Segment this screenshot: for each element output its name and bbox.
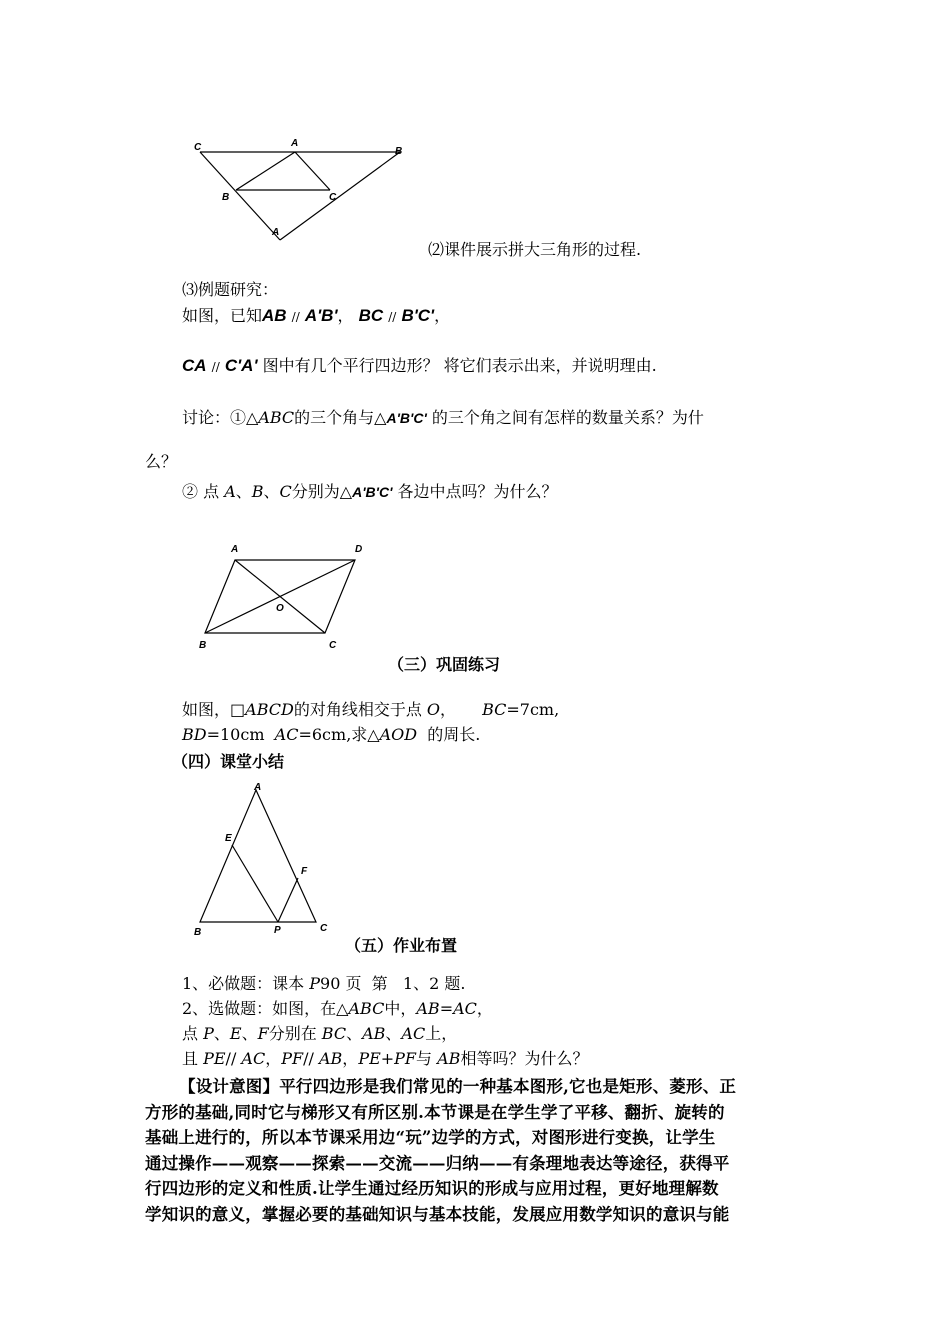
fig2-label-o: O [276, 603, 284, 614]
figure-parallelogram-abcd [195, 538, 380, 653]
hw3-ab: AB [362, 1024, 386, 1043]
parallel-symbol: // [291, 310, 300, 324]
discuss1-mid: 的三个角与△ [294, 408, 387, 427]
hw1-p: P [309, 974, 321, 993]
hw3-f: F [257, 1024, 269, 1043]
hw3-s1: 、 [213, 1024, 230, 1043]
hw2-eq: = [439, 999, 454, 1018]
given-line-2 [182, 356, 657, 377]
hw3-a: 点 [182, 1024, 204, 1043]
hw4-s1: ， [265, 1049, 282, 1068]
given-ab: AB [262, 306, 287, 325]
design-intent-paragraph [145, 1074, 825, 1227]
hw4-s2: ， [342, 1049, 359, 1068]
design-line-4: 通过操作——观察——探索——交流——归纳——有条理地表达等途径，获得平 [145, 1153, 730, 1173]
fig2-label-b: B [199, 640, 207, 651]
hw3-c: 上， [425, 1024, 458, 1043]
hw4-ab2: AB [437, 1049, 461, 1068]
hw4-par1: // [225, 1049, 242, 1068]
hw3-s2: 、 [241, 1024, 258, 1043]
fig1-label-b-prime: B [395, 146, 403, 157]
discuss2-c: C [279, 482, 292, 501]
design-line-3: 基础上进行的，所以本节课采用边“玩”边学的方式，对图形进行变换，让学生 [145, 1128, 716, 1147]
hw4-ab: AB [318, 1049, 343, 1068]
hw3-bc: BC [321, 1024, 347, 1043]
ex-aod: AOD [379, 725, 418, 744]
ex-ac: AC [274, 725, 299, 744]
ex-o: O [426, 700, 441, 719]
discuss2-a: A [224, 482, 236, 501]
parallel-symbol-2: // [388, 310, 397, 324]
discuss1-pre: 讨论：①△ [182, 408, 259, 427]
fig2-label-a: A [231, 544, 239, 555]
fig1-label-c: C [329, 192, 337, 203]
fig1-label-b: B [222, 192, 230, 203]
hw3-b: 分别在 [268, 1024, 322, 1043]
hw4-b: 与 [416, 1049, 438, 1068]
ex-l1d: 的对角线相交于点 [293, 700, 427, 719]
ex-perimeter: 的周长. [417, 725, 481, 744]
step3-title: ⑶例题研究： [182, 280, 279, 299]
given-ab-prime: A'B' [304, 306, 338, 325]
discuss1-abc-prime: A'B'C' [386, 410, 427, 426]
homework-line-2 [182, 999, 493, 1019]
fig2-label-d: D [355, 544, 363, 555]
ex-l1f: ， [440, 700, 457, 719]
fig3-label-c: C [320, 923, 328, 934]
discuss-line-2 [182, 482, 558, 502]
hw3-p: P [203, 1024, 214, 1043]
ex-bd-value: =10cm [206, 725, 275, 744]
given-bc-prime: B'C' [401, 306, 435, 325]
discuss2-b: B [251, 482, 264, 501]
hw4-par2: // [303, 1049, 319, 1068]
design-line-6: 学知识的意义，掌握必要的基础知识与基本技能，发展应用数学知识的意识与能 [145, 1204, 730, 1224]
given-line-1 [182, 306, 450, 327]
step2-text: ⑵课件展示拼大三角形的过程. [428, 240, 642, 259]
discuss2-post: 各边中点吗？为什么？ [397, 482, 558, 501]
ex-bc: BC [482, 700, 507, 719]
section-4-heading: （四）课堂小结 [172, 752, 285, 771]
ex-l1b: □ [230, 700, 246, 719]
discuss-line-1-cont: 么？ [145, 452, 178, 471]
design-line-1: 【设计意图】平行四边形是我们常见的一种基本图形,它也是矩形、菱形、正 [179, 1077, 737, 1096]
hw2-abc: ABC [348, 999, 385, 1018]
hw2-b: 中， [384, 999, 417, 1018]
ex-ac-value: =6cm,求△ [298, 725, 380, 744]
discuss1-abc: ABC [258, 408, 295, 427]
hw4-c: 相等吗？为什么？ [460, 1049, 589, 1068]
discuss1-post: 的三个角之间有怎样的数量关系？为什 [431, 408, 704, 427]
ex-l1a: 如图， [182, 700, 231, 719]
design-line-2: 方形的基础,同时它与梯形又有所区别.本节课是在学生学了平移、翻折、旋转的 [145, 1102, 725, 1122]
parallel-symbol-3: // [211, 360, 220, 374]
given-comma: ， [337, 306, 354, 325]
exercise-line-1 [182, 700, 559, 720]
discuss2-mid: 分别为△ [291, 482, 353, 501]
fig3-label-e: E [225, 833, 232, 844]
fig1-label-a: A [291, 138, 299, 149]
fig1-label-a-prime: A [272, 227, 280, 238]
fig1-label-c-prime: C [194, 142, 202, 153]
hw2-c: ， [476, 999, 493, 1018]
hw4-ac: AC [241, 1049, 266, 1068]
given-ca-prime: C'A' [224, 356, 258, 375]
fig3-label-f: F [301, 866, 308, 877]
fig2-label-c: C [329, 640, 337, 651]
fig3-label-p: P [274, 925, 281, 936]
hw2-ac: AC [453, 999, 477, 1018]
given-tail: ， [434, 306, 451, 325]
hw4-sum: PE+PF [358, 1049, 417, 1068]
homework-line-3 [182, 1024, 457, 1044]
homework-line-4 [182, 1049, 588, 1069]
discuss2-sep1: 、 [235, 482, 252, 501]
hw4-pf: PF [281, 1049, 304, 1068]
given-question: 图中有几个平行四边形？ 将它们表示出来，并说明理由. [262, 356, 657, 375]
ex-abcd: ABCD [245, 700, 294, 719]
hw3-e: E [229, 1024, 242, 1043]
given-prefix: 如图，已知 [182, 306, 263, 325]
hw3-ac: AC [401, 1024, 426, 1043]
ex-bc-value: =7cm, [506, 700, 560, 719]
given-bc: BC [358, 306, 384, 325]
given-ca: CA [182, 356, 207, 375]
exercise-line-2 [182, 725, 480, 745]
hw3-s4: 、 [385, 1024, 402, 1043]
hw1-b: 90 页 第 1、2 题. [320, 974, 466, 993]
discuss2-abc-prime: A'B'C' [352, 484, 393, 500]
fig3-label-a: A [254, 782, 262, 793]
hw2-ab: AB [416, 999, 440, 1018]
discuss2-pre: ② 点 [182, 482, 225, 501]
fig3-label-b: B [194, 927, 202, 938]
hw4-pe: PE [203, 1049, 226, 1068]
discuss2-sep2: 、 [263, 482, 280, 501]
figure-triangle-pef [188, 778, 338, 940]
design-line-5: 行四边形的定义和性质.让学生通过经历知识的形成与应用过程，更好地理解数 [145, 1179, 719, 1198]
figure-triangle-parallelogram [190, 132, 420, 244]
section-5-heading: （五）作业布置 [345, 936, 458, 955]
ex-bd: BD [182, 725, 207, 744]
hw1-a: 1、必做题：课本 [182, 974, 310, 993]
hw4-a: 且 [182, 1049, 204, 1068]
homework-line-1 [182, 974, 465, 994]
discuss-line-1 [182, 408, 704, 428]
hw2-a: 2、选做题：如图，在△ [182, 999, 349, 1018]
section-3-heading: （三）巩固练习 [388, 655, 501, 674]
hw3-s3: 、 [346, 1024, 363, 1043]
